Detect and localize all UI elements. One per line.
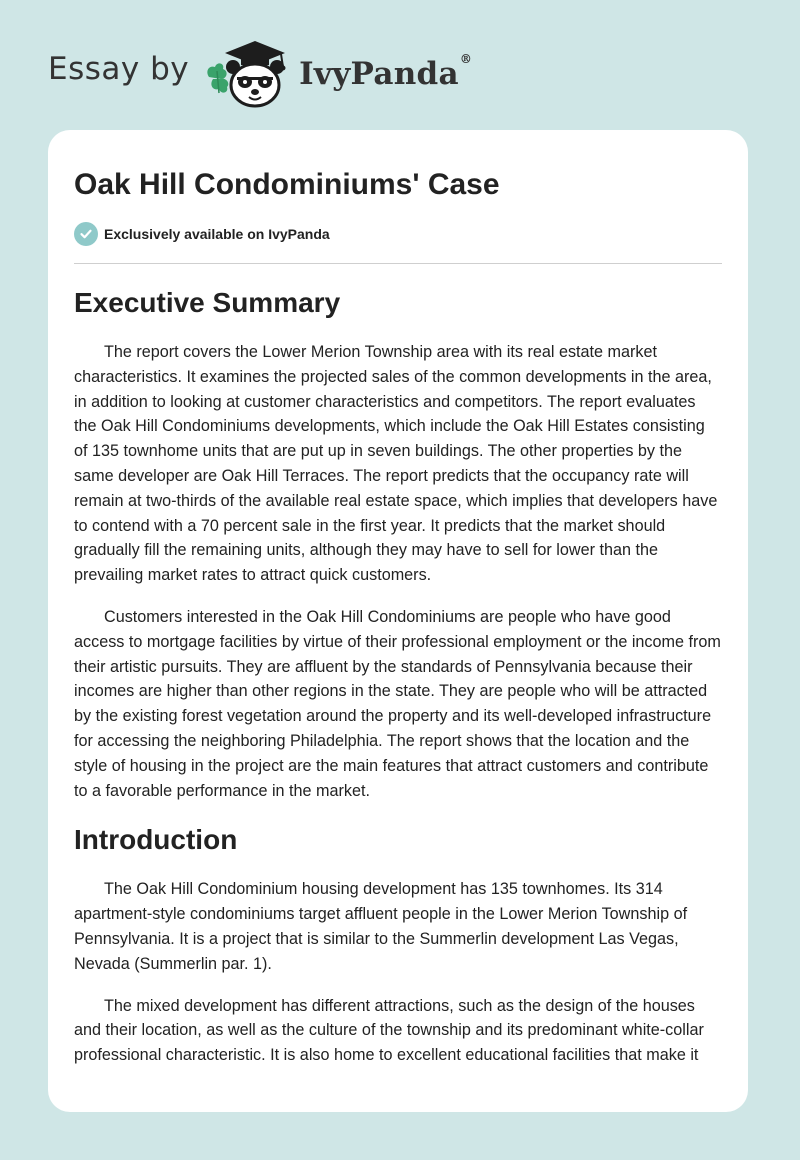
paragraph: Customers interested in the Oak Hill Condominiums are people who have good access to mortgage facilities by virtue of their professional employment or the income from their artistic pursuits. They are affluent by the standards of Pennsylvania because their incomes are higher than other regions in the state. They are people who will be attracted by the existing forest vegetation around the property and its well-developed infrastructure for accessing the neighboring Philadelphia. The report shows that the location and the style of housing in the project are the main features that attract customers and contribute to a favorable performance in the market. [74, 607, 721, 800]
site-header [48, 38, 472, 108]
paragraph: The mixed development has different attractions, such as the design of the houses and their location, as well as the culture of the township and its predominant white-collar professional characteristic. It is also home to excellent educational facilities that make it [74, 996, 704, 1065]
panda-graduate-logo-icon[interactable] [203, 37, 295, 109]
section-heading-introduction: Introduction [74, 824, 238, 856]
section-heading-executive-summary: Executive Summary [74, 287, 341, 318]
essay-by-label: Essay by [48, 51, 190, 87]
brand-name[interactable] [299, 52, 473, 92]
exclusive-label: Exclusively available on IvyPanda [104, 226, 330, 242]
article-card [48, 130, 748, 1112]
page-title: Oak Hill Condominiums' Case [74, 168, 500, 201]
divider [74, 263, 722, 264]
exclusive-badge [74, 221, 722, 247]
paragraph: The Oak Hill Condominium housing development has 135 townhomes. Its 314 apartment-style condominiums target affluent people in the Lower Merion Township of Pennsylvania. It is a project that is similar to the Summerlin development Las Vegas, Nevada (Summerlin par. 1). [74, 880, 688, 973]
brand-name-text: IvyPanda [299, 56, 459, 92]
paragraph: The report covers the Lower Merion Township area with its real estate market characteristics. It examines the projected sales of the common developments in the area, in addition to looking at customer characteristics and competitors. The report evaluates the Oak Hill Condominiums developments, which include the Oak Hill Estates consisting of 135 townhome units that are put up in seven buildings. The other properties by the same developer are Oak Hill Terraces. The report predicts that the occupancy rate will remain at two-thirds of the available real estate space, which implies that developers have to contend with a 70 percent sale in the first year. It predicts that the market should gradually fill the remaining units, although they may have to sell for lower than the prevailing market rates to attract quick customers. [74, 343, 718, 585]
check-icon [74, 222, 98, 246]
registered-mark: ® [459, 52, 473, 66]
